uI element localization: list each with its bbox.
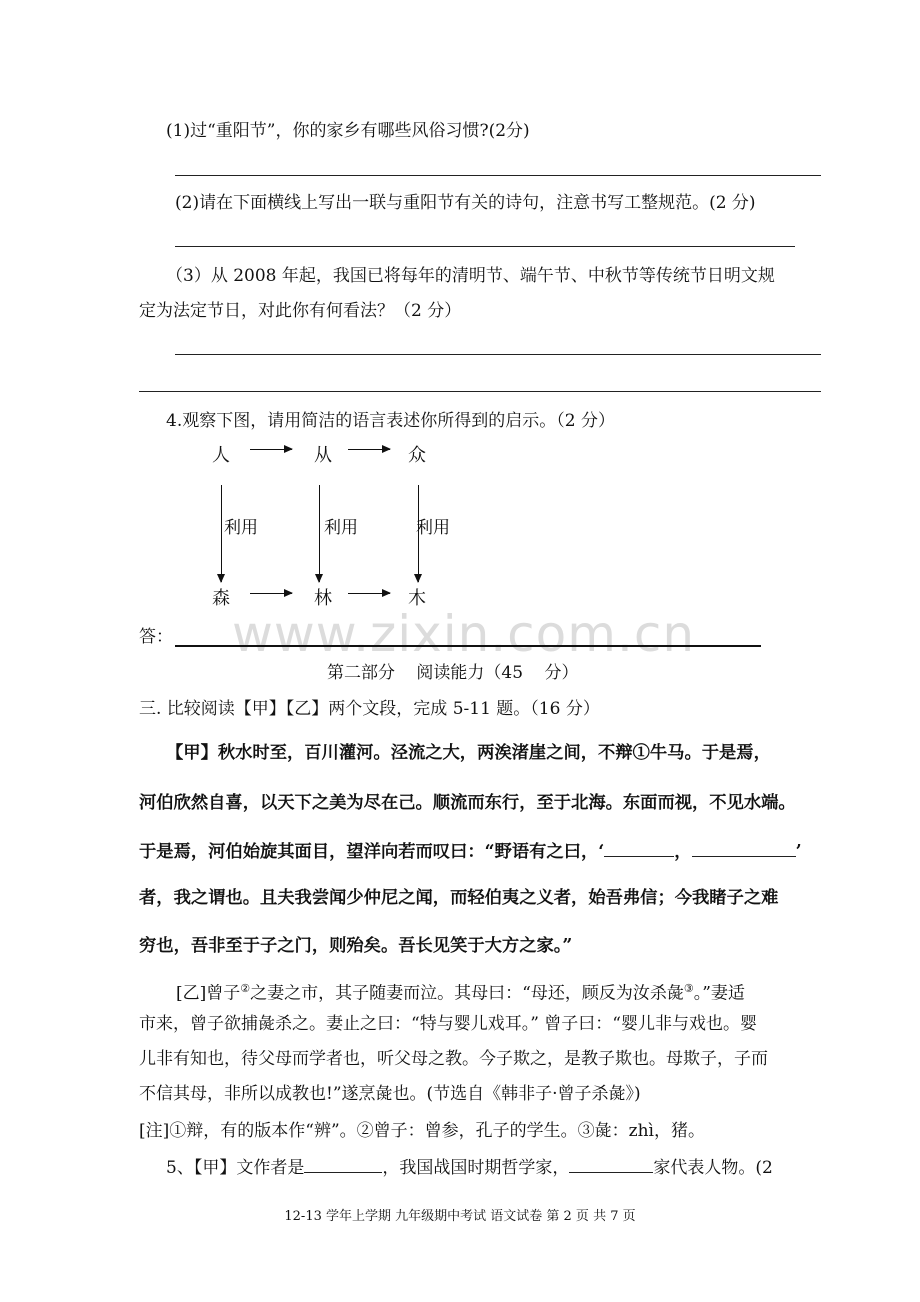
diagram-char-zhong: 众 <box>408 445 426 466</box>
passage-jia-line-blanks <box>139 840 802 863</box>
answer-line <box>175 354 821 355</box>
right-arrow-icon <box>250 449 292 450</box>
section-heading: 三. 比较阅读【甲】【乙】两个文段，完成 5-11 题。（16 分） <box>139 699 600 719</box>
passage-text: [乙]曾子 <box>176 983 241 1004</box>
page-footer: 12-13 学年上学期 九年级期中考试 语文试卷 第 2 页 共 7 页 <box>284 1209 636 1224</box>
question-text: 5、【甲】文作者是 <box>166 1158 305 1178</box>
diagram-char-mu: 木 <box>408 588 426 609</box>
footnote-marker: ③ <box>683 982 694 995</box>
right-arrow-icon <box>348 449 390 450</box>
passage-jia-line: 河伯欣然自喜，以天下之美为尽在己。顺流而东行，至于北海。东面而视，不见水端。 <box>139 793 796 813</box>
fill-blank[interactable] <box>569 1156 653 1173</box>
passage-jia-line: 【甲】秋水时至，百川灌河。泾流之大，两涘渚崖之间，不辩①牛马。于是焉， <box>166 743 771 763</box>
passage-yi-line: 不信其母，非所以成教也!”遂烹彘也。(节选自《韩非子·曾子杀彘》) <box>139 1084 641 1104</box>
passage-yi-line: 儿非有知也，待父母而学者也，听父母之教。今子欺之，是教子欺也。母欺子，子而 <box>139 1049 768 1069</box>
fill-blank[interactable] <box>604 840 674 857</box>
down-arrow-icon <box>319 485 320 582</box>
down-arrow-icon <box>221 485 222 582</box>
answer-line <box>175 246 795 247</box>
watermark: www.zixin.com.cn <box>232 605 696 663</box>
passage-yi-line <box>176 978 745 1005</box>
fill-blank[interactable] <box>304 1156 382 1173</box>
use-label: 利用 <box>416 518 450 538</box>
question-3-1: (1)过“重阳节”，你的家乡有哪些风俗习惯?(2分) <box>166 121 530 141</box>
answer-line <box>175 645 761 647</box>
passage-jia-line: 者，我之谓也。且夫我尝闻少仲尼之闻，而轻伯夷之义者，始吾弗信；今我睹子之难 <box>139 888 779 908</box>
question-3-3-line1: （3）从 2008 年起，我国已将每年的清明节、端午节、中秋节等传统节日明文规 <box>166 266 775 286</box>
passage-text: ， <box>674 842 692 862</box>
use-label: 利用 <box>324 518 358 538</box>
passage-text: 于是焉，河伯始旋其面目，望洋向若而叹曰：“野语有之曰，‘ <box>139 842 605 862</box>
question-3-2: (2)请在下面横线上写出一联与重阳节有关的诗句，注意书写工整规范。(2 分) <box>175 193 756 213</box>
answer-line <box>139 391 821 392</box>
answer-line <box>175 175 821 176</box>
answer-label: 答： <box>139 627 173 647</box>
passage-text: ’ <box>795 842 802 862</box>
right-arrow-icon <box>348 593 390 594</box>
question-5 <box>166 1156 773 1179</box>
passage-jia-line: 穷也，吾非至于子之门，则殆矣。吾长见笑于大方之家。” <box>139 936 573 956</box>
footnote: [注]①辩，有的版本作“辨”。②曾子：曾参，孔子的学生。③彘：zhì，猪。 <box>139 1121 705 1141</box>
diagram-char-ren: 人 <box>212 445 230 466</box>
right-arrow-icon <box>250 593 292 594</box>
question-4-prompt: 4.观察下图，请用简洁的语言表述你所得到的启示。（2 分） <box>166 411 615 431</box>
diagram-char-sen: 森 <box>212 588 230 609</box>
question-text: 家代表人物。(2 <box>653 1158 773 1178</box>
passage-yi-line: 市来，曾子欲捕彘杀之。妻止之曰：“特与婴儿戏耳。” 曾子曰：“婴儿非与戏也。婴 <box>139 1014 757 1034</box>
fill-blank[interactable] <box>692 840 796 857</box>
diagram-char-lin: 林 <box>314 588 332 609</box>
footnote-marker: ② <box>240 982 251 995</box>
passage-text: 之妻之市，其子随妻而泣。其母曰：“母还，顾反为汝杀彘 <box>250 983 684 1004</box>
question-text: ，我国战国时期哲学家， <box>382 1158 570 1178</box>
use-label: 利用 <box>224 518 258 538</box>
diagram-char-cong: 从 <box>314 445 332 466</box>
part-title: 第二部分 阅读能力（45 分） <box>327 663 579 683</box>
question-3-3-line2: 定为法定节日，对此你有何看法？（2 分） <box>139 301 462 321</box>
passage-text: 。”妻适 <box>693 983 745 1004</box>
